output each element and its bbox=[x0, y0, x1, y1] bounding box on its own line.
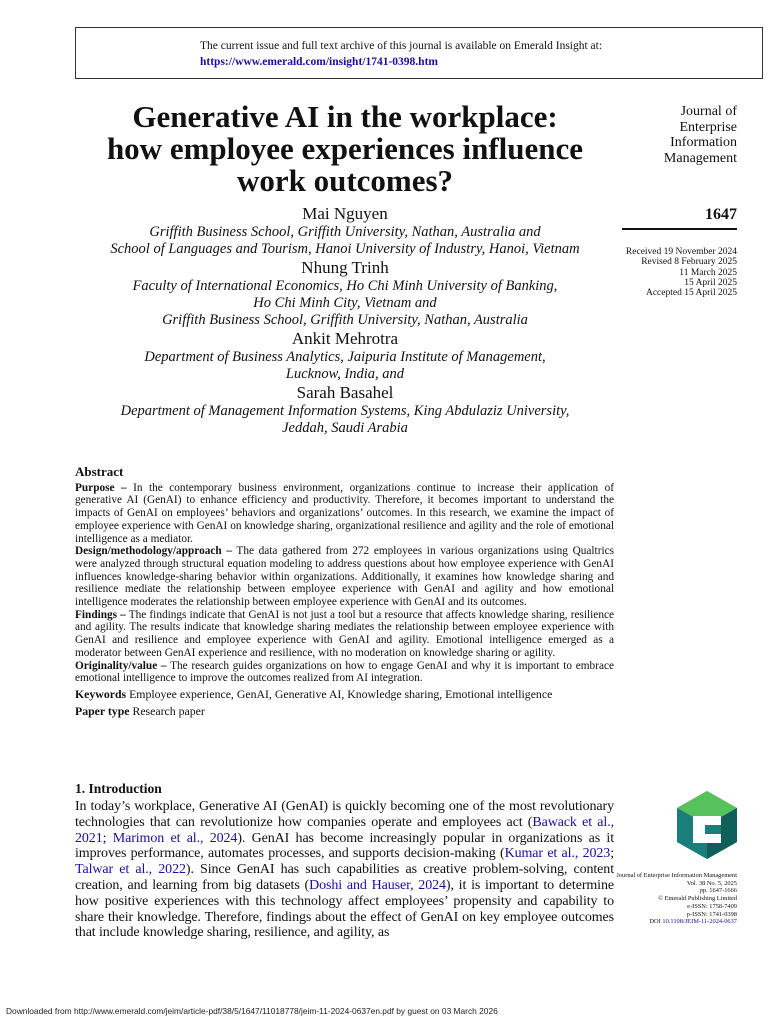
citation-link[interactable]: Kumar et al., 2023 bbox=[504, 846, 611, 862]
author-affiliation: Griffith Business School, Griffith University, Nathan, Australia and bbox=[149, 224, 541, 240]
abstract bbox=[75, 466, 614, 717]
journal-name-line: Information bbox=[670, 135, 737, 150]
citation-link[interactable]: Bawack et al., 2021 bbox=[75, 814, 614, 846]
pub-volume: Vol. 38 No. 5, 2025 bbox=[686, 879, 737, 887]
journal-name-line: Management bbox=[663, 150, 737, 166]
journal-access-banner bbox=[75, 27, 763, 79]
pub-copyright: © Emerald Publishing Limited bbox=[658, 895, 737, 903]
paper-type bbox=[75, 705, 614, 718]
author-name: Mai Nguyen bbox=[302, 204, 388, 223]
section-text: The research guides organizations on how to engage GenAI and why it is important to embrace emotional intelligence to improve the outcomes realized from AI integration. bbox=[75, 659, 614, 685]
section-label: Design/methodology/approach – bbox=[75, 545, 232, 558]
pub-pissn: p-ISSN: 1741-0398 bbox=[686, 910, 737, 918]
access-notice: The current issue and full text archive of this journal is available on Emerald Insight at: bbox=[200, 40, 603, 52]
journal-name bbox=[617, 104, 737, 166]
abstract-design bbox=[75, 545, 614, 609]
abstract-purpose bbox=[75, 482, 614, 546]
body-text: ; bbox=[102, 830, 113, 846]
abstract-heading: Abstract bbox=[75, 464, 124, 479]
author-affiliation: Department of Business Analytics, Jaipuria Institute of Management, bbox=[144, 349, 546, 365]
citation-link[interactable]: Marimon et al., 2024 bbox=[112, 830, 238, 846]
intro-paragraph bbox=[75, 799, 614, 941]
author-affiliation: School of Languages and Tourism, Hanoi University of Industry, Hanoi, Vietnam bbox=[110, 241, 580, 257]
abstract-originality bbox=[75, 660, 614, 685]
page-number: 1647 bbox=[705, 206, 737, 223]
author-affiliation: Ho Chi Minh City, Vietnam and bbox=[253, 295, 437, 311]
section-text: The findings indicate that GenAI is not just a tool but a resource that affects knowledge sharing, resilience and agility. The results indicate that knowledge sharing mediates the relationship between employee experience with GenAI and resilience and employee experience with GenAI and agility. Emotional intelligence emerged as a moderator between GenAI experience and resilience, with no moderation on knowledge sharing or agility. bbox=[75, 608, 614, 659]
author-affiliation: Griffith Business School, Griffith University, Nathan, Australia bbox=[162, 312, 528, 328]
author-affiliation: Jeddah, Saudi Arabia bbox=[282, 420, 408, 436]
journal-name-line: Enterprise bbox=[679, 119, 737, 135]
paper-type-text: Research paper bbox=[132, 703, 205, 718]
history-line: Accepted 15 April 2025 bbox=[645, 288, 737, 299]
history-line: 15 April 2025 bbox=[684, 277, 737, 288]
article-title bbox=[75, 101, 615, 197]
download-footer: Downloaded from http://www.emerald.com/jeim/article-pdf/38/5/1647/11018778/jeim-11-2024-0637en.pdf by guest on 03 March 2026 bbox=[6, 1006, 498, 1016]
section-label: Findings – bbox=[75, 608, 126, 621]
keywords bbox=[75, 688, 614, 701]
pub-doi bbox=[607, 918, 737, 926]
section-text: The data gathered from 272 employees in various organizations using Qualtrics were analyzed through structural equation modeling to address questions about how employee experience with GenAI influences knowledge-sharing behavior within organizations. Additionally, it examines how knowledge sharing and resilience mediate the relationship between employee experience with GenAI and agility and how emotional intelligence moderates the relationship between employee experience with GenAI and its outcomes. bbox=[75, 545, 615, 609]
keywords-label: Keywords bbox=[75, 686, 127, 701]
title-line: Generative AI in the workplace: bbox=[132, 99, 558, 134]
body-text: ), it is important to determine how positive experiences with this technology affect employees’ propensity and capability to share their knowledge. Therefore, findings about the effect of GenAI on key employee outcomes that include knowledge sharing, resilience, and agility, as bbox=[75, 877, 614, 941]
author-name: Ankit Mehrotra bbox=[291, 329, 399, 348]
abstract-findings bbox=[75, 609, 614, 660]
publication-info bbox=[607, 872, 737, 926]
title-line: work outcomes? bbox=[236, 163, 454, 198]
paper-type-label: Paper type bbox=[75, 703, 130, 718]
keywords-text: Employee experience, GenAI, Generative AI, Knowledge sharing, Emotional intelligence bbox=[129, 686, 553, 701]
history-line: Revised 8 February 2025 bbox=[641, 257, 737, 268]
section-heading: 1. Introduction bbox=[75, 781, 162, 796]
section-label: Purpose – bbox=[75, 481, 127, 494]
history-line: Received 19 November 2024 bbox=[625, 247, 737, 257]
section-text: In the contemporary business environment, organizations continue to increase their application of generative AI (GenAI) to enhance efficiency and productivity. Therefore, it becomes important to understand the impacts of GenAI on employees’ behaviors and organizations’ outcomes. In this research, we examine the impact of employee experience with GenAI on knowledge sharing, organizational resilience and agility and the role of emotional intelligence as a mediator. bbox=[75, 481, 614, 545]
body-text: ). GenAI has become increasingly popular in organizations as it improves performance, automates processes, and supports decision-making ( bbox=[75, 830, 614, 862]
introduction-section bbox=[75, 781, 614, 941]
pub-eissn: e-ISSN: 1758-7409 bbox=[687, 902, 737, 910]
author-affiliation: Faculty of International Economics, Ho Chi Minh University of Banking, bbox=[132, 278, 558, 294]
doi-link[interactable]: 10.1108/JEIM-11-2024-0637 bbox=[662, 918, 737, 926]
pub-journal: Journal of Enterprise Information Management bbox=[616, 872, 737, 879]
author-affiliation: Lucknow, India, and bbox=[285, 366, 405, 382]
author-list bbox=[75, 204, 615, 437]
margin-divider bbox=[622, 228, 737, 230]
citation-link[interactable]: Doshi and Hauser, 2024 bbox=[309, 877, 446, 893]
journal-url-link[interactable]: https://www.emerald.com/insight/1741-0398.htm bbox=[200, 56, 438, 68]
author-name: Sarah Basahel bbox=[296, 383, 394, 402]
emerald-logo-icon bbox=[675, 789, 739, 861]
body-text: ; bbox=[610, 846, 614, 862]
body-text: In today’s workplace, Generative AI (GenAI) is quickly becoming one of the most revolutionary technologies that can revolutionize how companies operate and employees act ( bbox=[75, 799, 614, 830]
pub-pages: pp. 1647-1666 bbox=[699, 887, 737, 895]
section-label: Originality/value – bbox=[75, 659, 167, 672]
author-name: Nhung Trinh bbox=[301, 258, 389, 277]
citation-link[interactable]: Talwar et al., 2022 bbox=[75, 862, 186, 878]
doi-label: DOI bbox=[649, 918, 661, 926]
body-text: ). Since GenAI has such capabilities as creative problem-solving, content creation, and learning from big datasets ( bbox=[75, 862, 614, 893]
title-line: how employee experiences influence bbox=[106, 131, 584, 166]
journal-name-line: Journal of bbox=[680, 104, 737, 119]
author-affiliation: Department of Management Information Systems, King Abdulaziz University, bbox=[120, 403, 570, 419]
history-line: 11 March 2025 bbox=[679, 267, 737, 278]
